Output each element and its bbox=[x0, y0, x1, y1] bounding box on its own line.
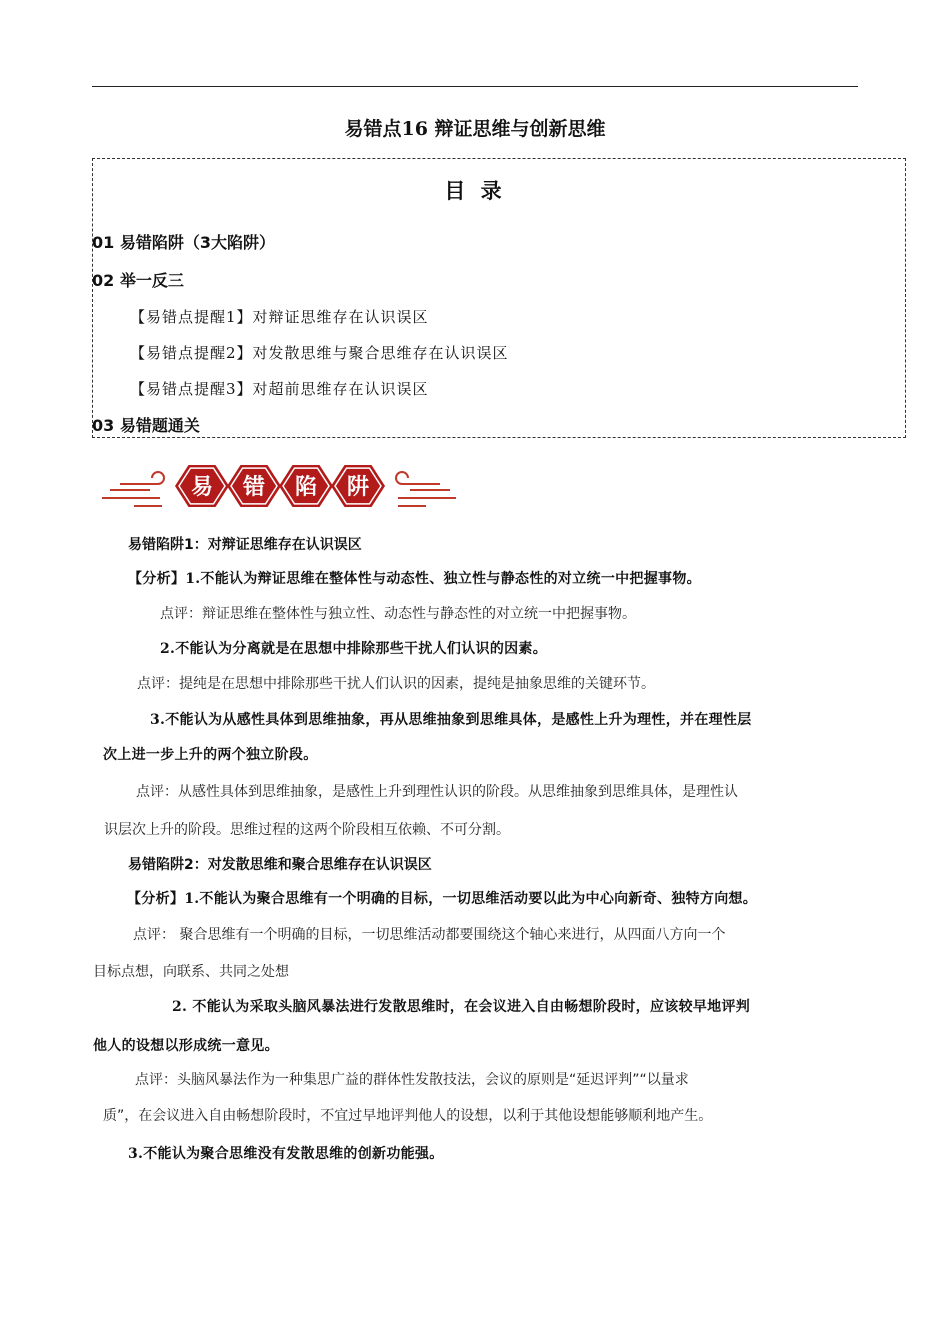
trap1-analysis-1: 【分析】1.不能认为辩证思维在整体性与动态性、独立性与静态性的对立统一中把握事物。 bbox=[128, 571, 701, 587]
right-cloud-decoration bbox=[396, 472, 456, 506]
top-rule bbox=[92, 86, 858, 87]
trap2-analysis-2-line1: 2. 不能认为采取头脑风暴法进行发散思维时，在会议进入自由畅想阶段时，应该较早地评判 bbox=[172, 999, 751, 1015]
traps-banner bbox=[100, 456, 460, 516]
banner-char: 错 bbox=[242, 475, 266, 500]
toc-subitem-1[interactable]: 【易错点提醒1】对辩证思维存在认识误区 bbox=[130, 308, 429, 326]
toc-section-3[interactable]: 03 易错题通关 bbox=[92, 416, 200, 435]
left-cloud-decoration bbox=[102, 472, 164, 506]
toc-subitem-2[interactable]: 【易错点提醒2】对发散思维与聚合思维存在认识误区 bbox=[130, 344, 509, 362]
banner-char: 易 bbox=[190, 475, 214, 500]
toc-heading: 目 录 bbox=[444, 179, 506, 203]
trap2-analysis-1: 【分析】1.不能认为聚合思维有一个明确的目标，一切思维活动要以此为中心向新奇、独特方向想。 bbox=[127, 891, 758, 907]
trap1-comment-3-line1: 点评：从感性具体到思维抽象，是感性上升到理性认识的阶段。从思维抽象到思维具体，是理性认 bbox=[136, 784, 738, 800]
trap2-comment-2-line1: 点评：头脑风暴法作为一种集思广益的群体性发散技法，会议的原则是“延迟评判”“以量求 bbox=[135, 1072, 689, 1088]
toc-section-1[interactable]: 01 易错陷阱（3大陷阱） bbox=[92, 233, 275, 252]
banner-char: 阱 bbox=[346, 475, 370, 500]
toc-section-2[interactable]: 02 举一反三 bbox=[92, 271, 184, 290]
banner-char: 陷 bbox=[294, 475, 318, 500]
trap1-heading: 易错陷阱1：对辩证思维存在认识误区 bbox=[128, 537, 362, 553]
document-title: 易错点16 辩证思维与创新思维 bbox=[344, 118, 606, 140]
trap2-heading: 易错陷阱2：对发散思维和聚合思维存在认识误区 bbox=[128, 857, 432, 873]
trap2-comment-2-line2: 质”，在会议进入自由畅想阶段时，不宜过早地评判他人的设想，以利于其他设想能够顺利地产生。 bbox=[103, 1108, 713, 1124]
trap1-comment-1: 点评：辩证思维在整体性与独立性、动态性与静态性的对立统一中把握事物。 bbox=[160, 606, 636, 622]
trap1-analysis-3-line1: 3.不能认为从感性具体到思维抽象，再从思维抽象到思维具体，是感性上升为理性，并在理性层 bbox=[150, 712, 752, 728]
trap2-analysis-3: 3.不能认为聚合思维没有发散思维的创新功能强。 bbox=[128, 1146, 444, 1162]
trap2-comment-1-line1: 点评： 聚合思维有一个明确的目标，一切思维活动都要围绕这个轴心来进行，从四面八方向一个 bbox=[133, 927, 726, 943]
toc-subitem-3[interactable]: 【易错点提醒3】对超前思维存在认识误区 bbox=[130, 380, 429, 398]
trap2-comment-1-line2: 目标点想，向联系、共同之处想 bbox=[93, 964, 289, 980]
trap1-analysis-2: 2.不能认为分离就是在思想中排除那些干扰人们认识的因素。 bbox=[160, 641, 548, 657]
trap1-comment-2: 点评：提纯是在思想中排除那些干扰人们认识的因素，提纯是抽象思维的关键环节。 bbox=[137, 676, 655, 692]
trap2-analysis-2-line2: 他人的设想以形成统一意见。 bbox=[93, 1038, 279, 1054]
trap1-analysis-3-line2: 次上进一步上升的两个独立阶段。 bbox=[103, 747, 318, 763]
trap1-comment-3-line2: 识层次上升的阶段。思维过程的这两个阶段相互依赖、不可分割。 bbox=[104, 822, 510, 838]
banner-hexagons bbox=[175, 465, 385, 507]
